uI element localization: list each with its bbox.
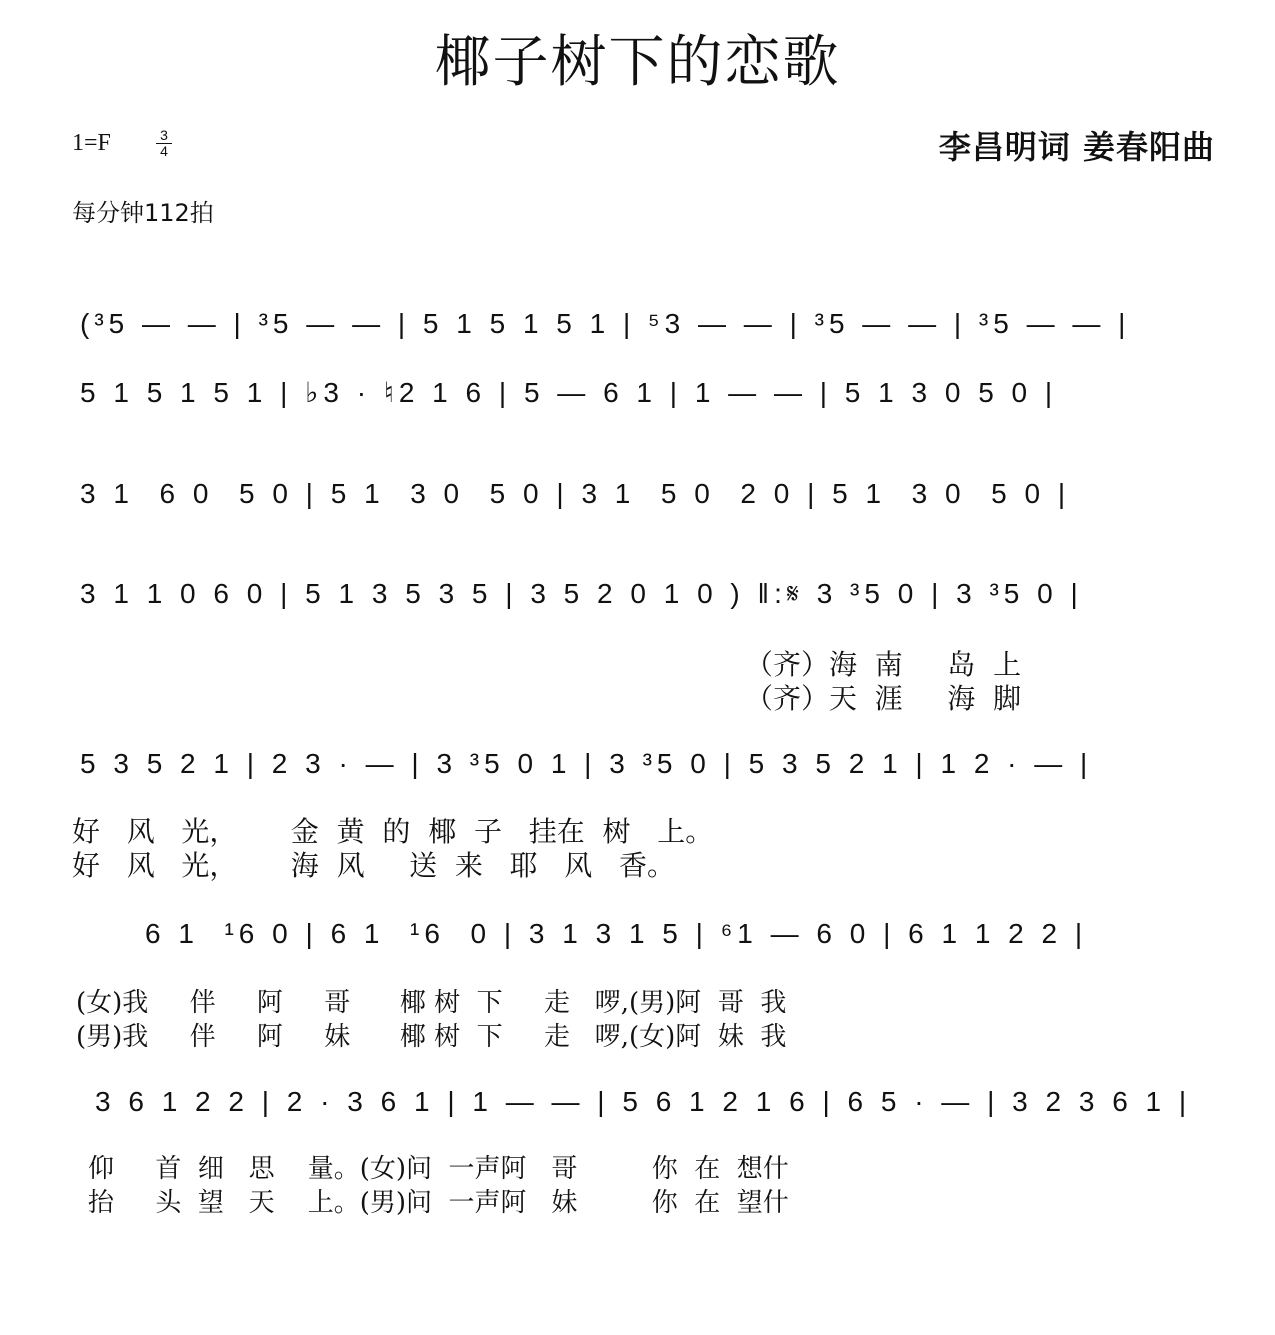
lyric-verse-1: (女)我 伴 阿 哥 椰 树 下 走 啰,(男)阿 哥 我 bbox=[76, 988, 787, 1018]
lyric-verse-2: （齐）天 涯 海 脚 bbox=[745, 682, 1022, 715]
time-signature-top: 3 bbox=[160, 127, 168, 143]
notation-line: (³5 — — | ³5 — — | 5 1 5 1 5 1 | ⁵3 — — | ³5 — — | ³5 — — | bbox=[80, 308, 1131, 339]
lyric-verse-1: （齐）海 南 岛 上 bbox=[745, 648, 1022, 681]
lyric-verse-1: 好 风 光， 金 黄 的 椰 子 挂在 树 上。 bbox=[72, 815, 714, 848]
lyric-verse-1: 仰 首 细 思 量。(女)问 一声阿 哥 你 在 想什 bbox=[88, 1154, 789, 1184]
notation-line: 5 3 5 2 1 | 2 3 · — | 3 ³5 0 1 | 3 ³5 0 | 5 3 5 2 1 | 1 2 · — | bbox=[80, 748, 1093, 779]
notation-line: 3 6 1 2 2 | 2 · 3 6 1 | 1 — — | 5 6 1 2 1 6 | 6 5 · — | 3 2 3 6 1 | bbox=[95, 1086, 1192, 1117]
time-signature-bottom: 4 bbox=[160, 143, 168, 159]
notation-line: 5 1 5 1 5 1 | ♭3 · ♮2 1 6 | 5 — 6 1 | 1 — — | 5 1 3 0 5 0 | bbox=[80, 377, 1058, 408]
lyric-verse-2: 抬 头 望 天 上。(男)问 一声阿 妹 你 在 望什 bbox=[88, 1188, 789, 1218]
tempo-marking: 每分钟112拍 bbox=[72, 199, 214, 227]
notation-line: 6 1 ¹6 0 | 6 1 ¹6 0 | 3 1 3 1 5 | ⁶1 — 6 0 | 6 1 1 2 2 | bbox=[145, 918, 1088, 949]
time-signature bbox=[155, 128, 173, 159]
lyric-verse-2: 好 风 光， 海 风 送 来 耶 风 香。 bbox=[72, 849, 676, 882]
credits: 李昌明词 姜春阳曲 bbox=[938, 128, 1215, 166]
song-title: 椰子树下的恋歌 bbox=[434, 30, 841, 95]
notation-line: 3 1 6 0 5 0 | 5 1 3 0 5 0 | 3 1 5 0 2 0 | 5 1 3 0 5 0 | bbox=[80, 478, 1071, 509]
key-signature: 1=F bbox=[72, 130, 111, 156]
notation-line: 3 1 1 0 6 0 | 5 1 3 5 3 5 | 3 5 2 0 1 0 ) ‖:𝄋 3 ³5 0 | 3 ³5 0 | bbox=[80, 578, 1083, 609]
lyric-verse-2: (男)我 伴 阿 妹 椰 树 下 走 啰,(女)阿 妹 我 bbox=[76, 1022, 787, 1052]
